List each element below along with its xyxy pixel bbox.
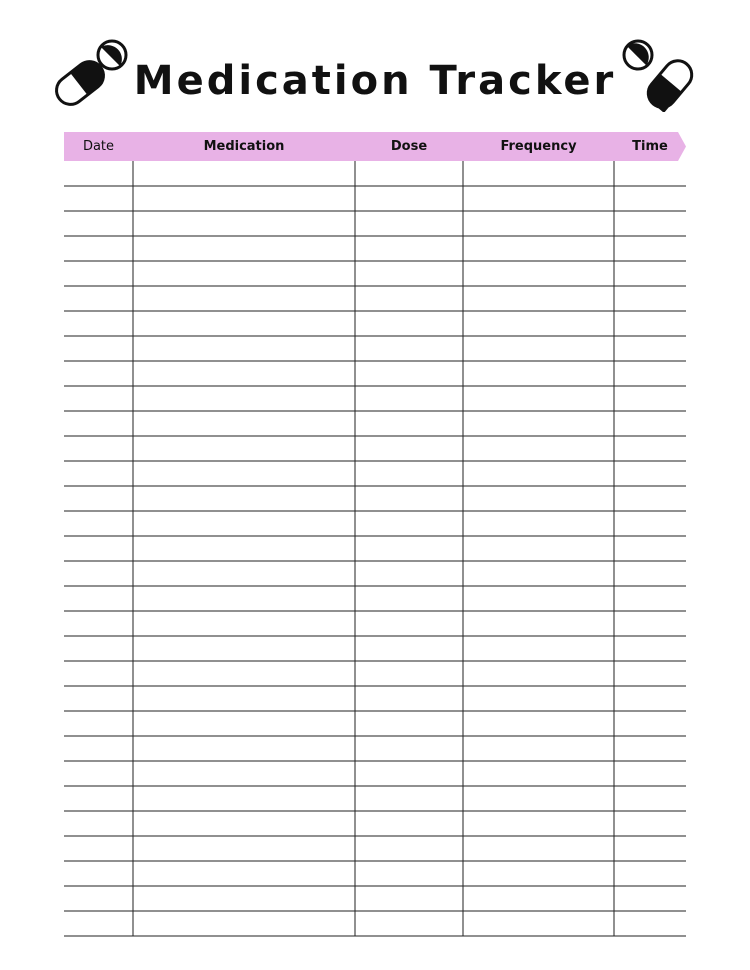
column-header-frequency: Frequency xyxy=(500,139,577,154)
table-header xyxy=(64,132,686,161)
column-header-date: Date xyxy=(82,139,115,154)
column-header-dose: Dose xyxy=(390,139,428,154)
tracker-grid xyxy=(64,161,686,939)
column-header-time: Time xyxy=(632,139,668,154)
column-header-medication: Medication xyxy=(203,139,285,154)
page-title: Medication Tracker xyxy=(133,58,617,104)
